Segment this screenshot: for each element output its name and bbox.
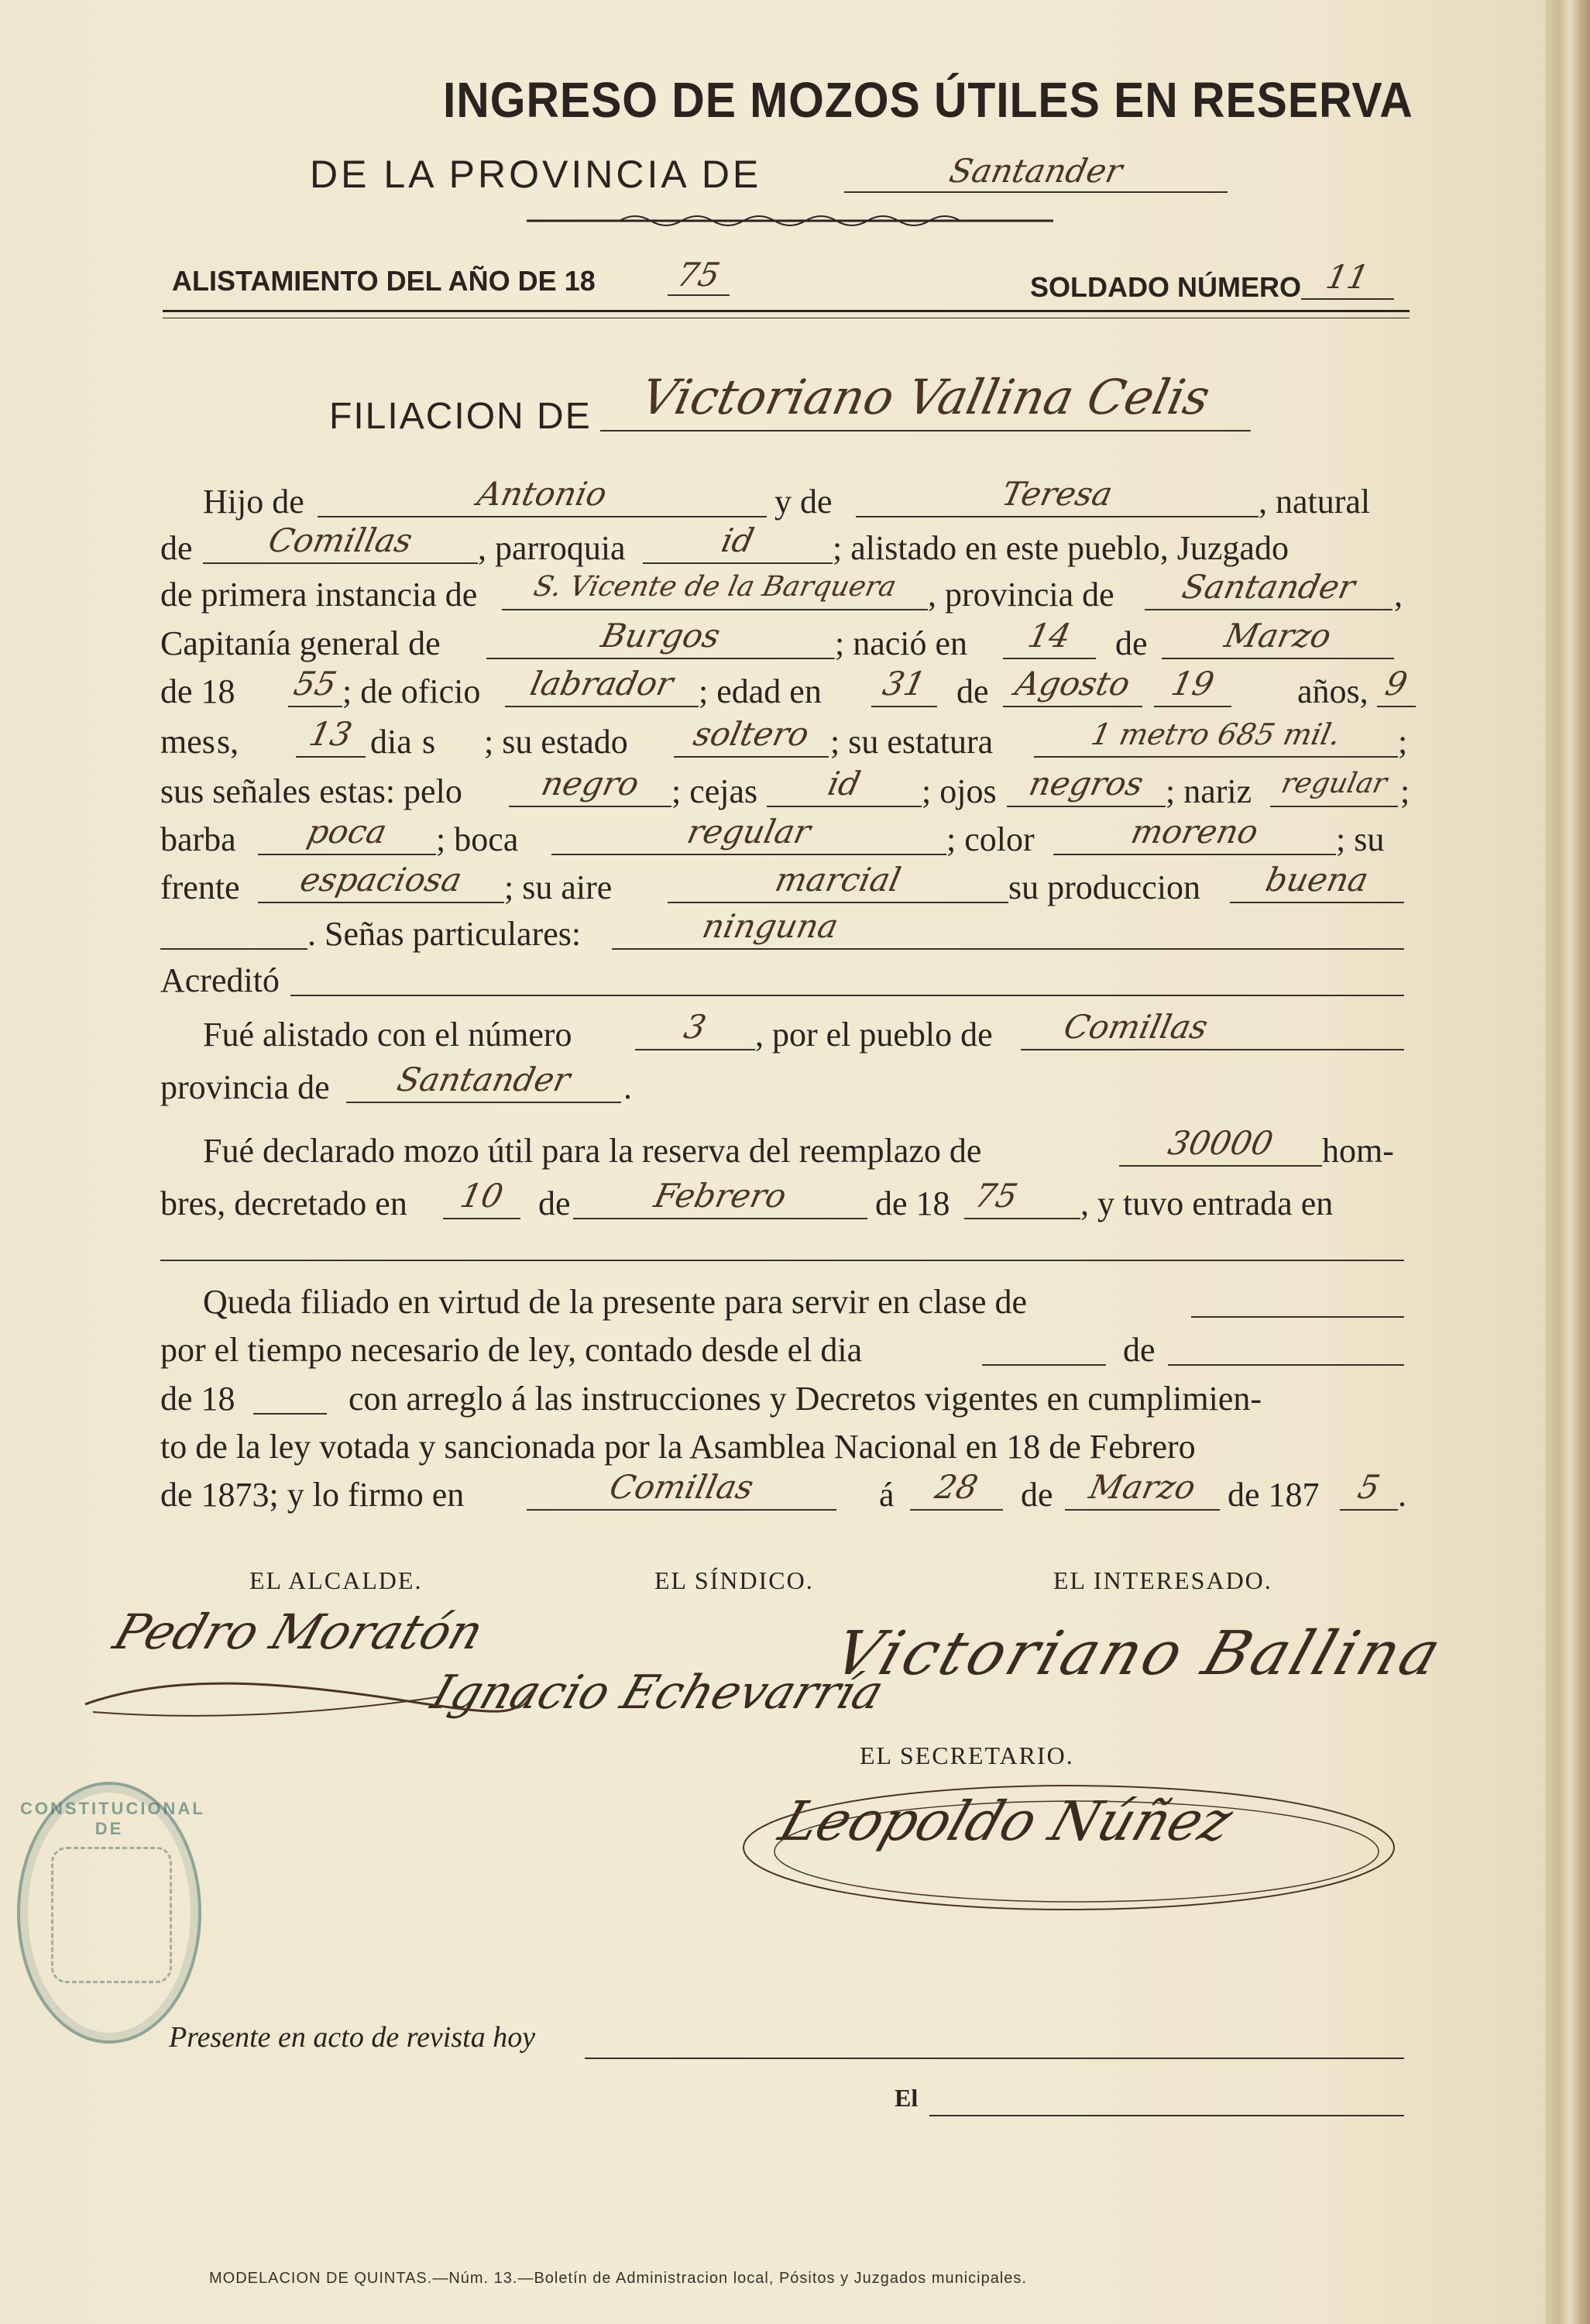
court: S. Vicente de la Barquera [531, 571, 899, 603]
height: 1 metro 685 mil. [1088, 717, 1344, 751]
seal-emblem [51, 1847, 172, 1983]
enlistment-year-field [668, 256, 730, 296]
y-de-label: y de [774, 483, 833, 521]
de-month-label: de [1115, 624, 1148, 662]
secretario-flourish [736, 1774, 1433, 1921]
de-18-decree-label: de 18 [875, 1184, 950, 1222]
complexion-field [1053, 810, 1336, 855]
primera-instancia-label: de primera instancia de [160, 576, 478, 614]
town-field [1021, 1006, 1404, 1050]
recruit-name: Victoriano Vallina Celis [636, 369, 1215, 425]
interesado-signature: Victoriano Ballina [825, 1619, 1452, 1689]
natural-label: , natural [1259, 483, 1371, 521]
parish: id [718, 521, 757, 559]
alcalde-signature: Pedro Moratón [107, 1604, 491, 1660]
enlistment-label: ALISTAMIENTO DEL AÑO DE 18 [172, 265, 596, 297]
decree-month: Febrero [651, 1177, 790, 1215]
de-sign-label: de [1021, 1476, 1053, 1514]
blank-field-1 [160, 905, 307, 950]
complexion: moreno [1128, 813, 1262, 851]
sign-place: Comillas [606, 1468, 757, 1506]
age-months-field [1377, 662, 1416, 707]
hair: negro [537, 765, 643, 803]
parroquia-label: , parroquia [478, 529, 626, 567]
mouth: regular [684, 813, 815, 851]
semicolon-1: ; [1398, 723, 1408, 761]
native-field [203, 519, 478, 564]
province-label: DE LA PROVINCIA DE [310, 153, 762, 196]
semicolon-2: ; [1400, 772, 1410, 810]
age-day-field [871, 662, 937, 707]
a-sign-label: á [879, 1476, 895, 1514]
civil-state-field [674, 713, 829, 758]
mother-name: Teresa [998, 475, 1116, 513]
header-rule [163, 310, 1410, 312]
de-label: de [160, 529, 193, 567]
particular-marks: ninguna [699, 907, 842, 945]
height-field [1034, 713, 1398, 758]
de-oficio-label: ; de oficio [342, 672, 481, 710]
presente-revista-label: Presente en acto de revista hoy [169, 2021, 536, 2054]
speech: buena [1262, 861, 1372, 899]
father-field [318, 473, 767, 517]
particular-marks-field [612, 905, 1404, 950]
desde-dia-field [982, 1321, 1106, 1366]
native-town: Comillas [265, 521, 416, 559]
mes-label: mes [160, 723, 215, 761]
age-month-field [1003, 662, 1142, 707]
soldier-number: 11 [1323, 258, 1372, 296]
province2-field [346, 1058, 621, 1103]
age-months: 9 [1382, 665, 1411, 703]
court-field [502, 566, 928, 610]
decree-year-field [964, 1174, 1080, 1219]
decree-day: 10 [457, 1177, 507, 1215]
footer-imprint: MODELACION DE QUINTAS.—Núm. 13.—Boletín de Administracion local, Pósitos y Juzgados municipales. [209, 2270, 1027, 2287]
town: Comillas [1060, 1008, 1211, 1046]
sign-place-field [527, 1466, 836, 1511]
de-18-r-label: de 18 [160, 1380, 235, 1418]
ojos-label: ; ojos [922, 772, 997, 810]
bearing: marcial [771, 861, 905, 899]
enlistment-year: 75 [674, 256, 724, 294]
birth-month-field [1162, 614, 1394, 659]
senales-label: sus señales estas: pelo [160, 772, 462, 810]
ornament-divider [527, 209, 1053, 232]
de-age-label: de [956, 672, 989, 710]
por-el-tiempo-label: por el tiempo necesario de ley, contado desde el dia [160, 1331, 863, 1369]
list-number: 3 [681, 1008, 710, 1046]
dia-label: dia [370, 723, 412, 761]
acredito-label: Acreditó [160, 961, 280, 999]
nose-field [1270, 762, 1398, 807]
su-label: ; su [1336, 820, 1385, 858]
municipal-seal-stamp [17, 1782, 205, 2044]
captaincy: Burgos [598, 617, 724, 655]
list-number-field [635, 1006, 755, 1050]
parish-field [643, 519, 833, 564]
quota-field [1119, 1122, 1322, 1167]
eyes: negros [1025, 765, 1147, 803]
interesado-label: EL INTERESADO. [1053, 1566, 1272, 1594]
hijo-de-label: Hijo de [203, 483, 304, 521]
boca-label: ; boca [436, 820, 519, 858]
period-1: . [623, 1068, 632, 1106]
mother-field [856, 473, 1259, 517]
page-binding-edge [1545, 0, 1590, 2324]
soldier-number-field [1301, 256, 1394, 300]
frente-label: frente [160, 868, 240, 906]
su-produccion-label: su produccion [1008, 868, 1201, 906]
province: Santander [1179, 568, 1359, 606]
nariz-label: ; nariz [1166, 772, 1252, 810]
de-1873-label: de 1873; y lo firmo en [160, 1476, 465, 1514]
forehead-field [258, 858, 504, 903]
revista-el-field [929, 2084, 1404, 2116]
forehead: espaciosa [297, 861, 465, 899]
revista-el-label: El [895, 2084, 919, 2112]
seal-lettering: CONSTITUCIONAL DE [20, 1799, 205, 1838]
dia-suffix: s [422, 723, 436, 761]
birth-day: 14 [1025, 617, 1075, 655]
su-aire-label: ; su aire [504, 868, 613, 906]
declarado-label: Fué declarado mozo útil para la reserva del reemplazo de [203, 1132, 982, 1170]
sign-year-field [1340, 1466, 1398, 1511]
comma-1: , [1394, 576, 1403, 614]
age-days: 13 [306, 715, 356, 753]
sindico-signature: Ignacio Echevarría [424, 1666, 891, 1720]
mouth-field [551, 810, 946, 855]
sign-day-field [910, 1466, 1003, 1511]
revista-field [585, 2017, 1404, 2059]
beard-field [258, 810, 436, 855]
bearing-field [668, 858, 1008, 903]
mes-suffix: s, [217, 723, 239, 761]
beard: poca [304, 813, 390, 851]
sign-month: Marzo [1086, 1468, 1200, 1506]
province-field [844, 151, 1228, 193]
nacio-en-label: ; nació en [835, 624, 968, 662]
capitania-label: Capitanía general de [160, 624, 441, 662]
age-years: 19 [1168, 665, 1218, 703]
eyes-field [1007, 762, 1166, 807]
age-day: 31 [879, 665, 929, 703]
su-estado-label: ; su estado [484, 723, 628, 761]
birth-month: Marzo [1221, 617, 1335, 655]
soldier-number-label: SOLDADO NÚMERO [1030, 271, 1301, 303]
sign-year: 5 [1355, 1468, 1384, 1506]
age-month: Agosto [1011, 665, 1134, 703]
alcalde-flourish [77, 1666, 542, 1728]
de-18-label: de 18 [160, 672, 235, 710]
provincia-de2-label: provincia de [160, 1068, 330, 1106]
acredito-field [290, 951, 1404, 996]
filiacion-name-field [600, 364, 1251, 431]
senas-particulares-label: . Señas particulares: [307, 915, 582, 953]
document-title: INGRESO DE MOZOS ÚTILES EN RESERVA [443, 72, 1413, 128]
eyebrows: id [824, 765, 864, 803]
alcalde-label: EL ALCALDE. [249, 1566, 423, 1594]
birth-year-field [288, 662, 342, 707]
quota: 30000 [1165, 1124, 1277, 1162]
tuvo-entrada-label: , y tuvo entrada en [1080, 1184, 1334, 1222]
to-de-la-ley-label: to de la ley votada y sancionada por la Asamblea Nacional en 18 de Febrero [160, 1428, 1196, 1466]
hombres-label: hom- [1322, 1132, 1394, 1170]
sign-day: 28 [932, 1468, 982, 1506]
de-decree-label: de [538, 1184, 571, 1222]
secretario-label: EL SECRETARIO. [860, 1741, 1074, 1769]
trade-field [505, 662, 699, 707]
hair-field [509, 762, 671, 807]
age-days-field [296, 713, 366, 758]
anos-label: años, [1297, 672, 1368, 710]
entrada-field [160, 1216, 1404, 1261]
color-label: ; color [946, 820, 1035, 858]
de-r-label: de [1123, 1331, 1156, 1369]
birth-year: 55 [290, 665, 341, 703]
decree-year: 75 [971, 1177, 1022, 1215]
eyebrows-field [767, 762, 922, 807]
sindico-label: EL SÍNDICO. [654, 1566, 814, 1594]
cejas-label: ; cejas [671, 772, 758, 810]
nose: regular [1278, 768, 1390, 799]
province2: Santander [393, 1061, 574, 1098]
father-name: Antonio [474, 475, 610, 513]
edad-en-label: ; edad en [699, 672, 822, 710]
province-line-field [1145, 566, 1393, 610]
province-value: Santander [946, 152, 1126, 190]
period-2: . [1398, 1476, 1406, 1514]
clase-field [1191, 1273, 1404, 1318]
trade: labrador [527, 665, 677, 703]
sign-month-field [1065, 1466, 1220, 1511]
por-el-pueblo-label: , por el pueblo de [755, 1016, 993, 1054]
decree-day-field [443, 1174, 520, 1219]
barba-label: barba [160, 820, 236, 858]
captaincy-field [486, 614, 835, 659]
birth-day-field [1003, 614, 1096, 659]
su-estatura-label: ; su estatura [830, 723, 994, 761]
desde-mes-field [1168, 1321, 1404, 1366]
queda-filiado-label: Queda filiado en virtud de la presente para servir en clase de [203, 1283, 1028, 1321]
con-arreglo-label: con arreglo á las instrucciones y Decretos vigentes en cumplimien- [349, 1380, 1262, 1418]
decree-month-field [573, 1174, 867, 1219]
civil-state: soltero [690, 715, 813, 753]
filiacion-label: FILIACION DE [329, 396, 592, 437]
speech-field [1230, 858, 1404, 903]
alistado-label: ; alistado en este pueblo, Juzgado [833, 529, 1289, 567]
fue-alistado-label: Fué alistado con el número [203, 1016, 572, 1054]
bres-decretado-label: bres, decretado en [160, 1184, 407, 1222]
secretario-signature: Leopoldo Núñez [771, 1789, 1241, 1853]
provincia-de-label: , provincia de [928, 576, 1114, 614]
de-187-label: de 187 [1228, 1476, 1320, 1514]
desde-ano-field [253, 1370, 327, 1415]
age-years-field [1154, 662, 1231, 707]
